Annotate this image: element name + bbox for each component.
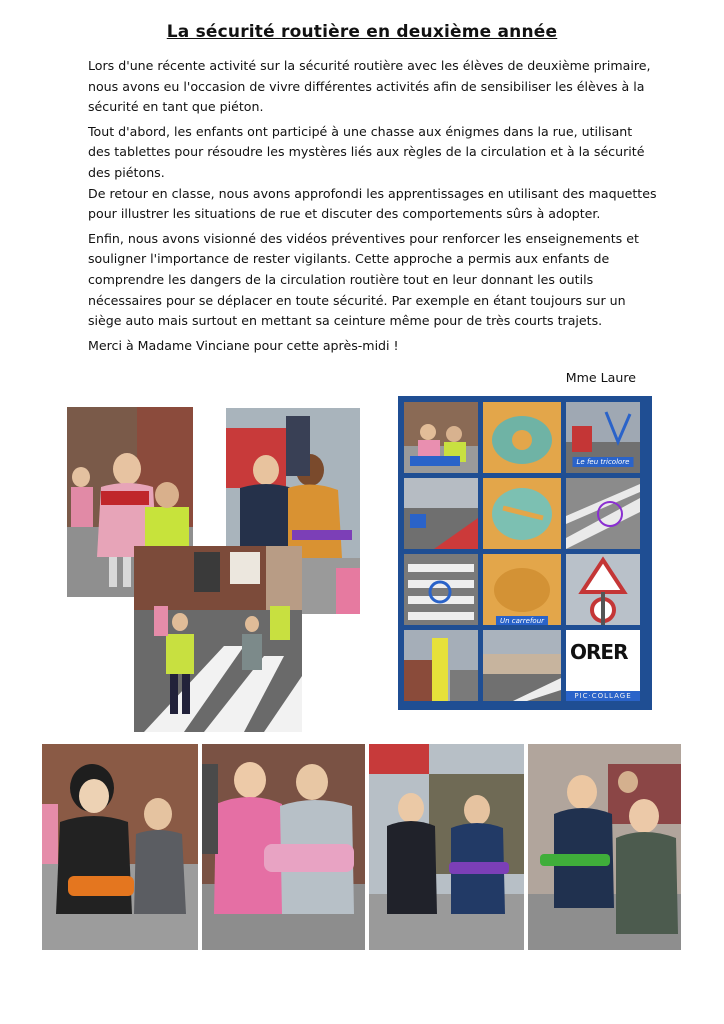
- paragraph-videos: Enfin, nous avons visionné des vidéos préventives pour renforcer les enseignements et souligner l'importance de rester vigilants. Cette approche a permis aux enfants de comprendre les dangers de la circulation routière tout en leur donnant les outils nécessaires pour se déplacer en toute sécurité. Par exemple en étant toujours sur un siège auto mais surtout en mettant sa ceinture même pour de très courts trajets.: [88, 230, 639, 329]
- orer-logo: ORER: [570, 640, 628, 664]
- piccollage-brand: PIC·COLLAGE: [566, 691, 640, 701]
- collage-tile-street-corner: [483, 630, 561, 701]
- page-title: La sécurité routière en deuxième année: [166, 22, 558, 42]
- photo-girl-orange-tablet: [42, 744, 198, 950]
- photo-girl-and-boy-pink-tablet: [202, 744, 365, 950]
- collage-tile-street-group: [404, 402, 478, 473]
- pic-collage: [398, 396, 652, 710]
- paragraph-treasure-hunt: Tout d'abord, les enfants ont participé à une chasse aux énigmes dans la rue, utilisant des tablettes pour résoudre les mystères liés aux règles de la circulation et à la sécurité des piétons.: [88, 123, 645, 180]
- paragraph-thanks: Merci à Madame Vinciane pour cette après-midi !: [88, 337, 399, 353]
- photo-boy-girl-green-tablet: [528, 744, 681, 950]
- photo-group-purple-tablet: [369, 744, 524, 950]
- collage-tile-road-sign: [566, 554, 640, 625]
- collage-tile-logo: [566, 630, 640, 701]
- collage-tile-yellow-pole: [404, 630, 478, 701]
- signature: Mme Laure: [565, 370, 636, 385]
- article-body: [88, 56, 658, 360]
- collage-label-traffic-light: Le feu tricolore: [573, 457, 634, 467]
- photo-children-crosswalk: [134, 546, 302, 732]
- collage-tile-traffic-light: [566, 402, 640, 473]
- collage-label-crossroads: Un carrefour: [496, 616, 548, 625]
- collage-tile-orange-card-2: [483, 478, 561, 549]
- collage-tile-crosswalk-drawing: [566, 478, 640, 549]
- collage-tile-orange-card-1: [483, 402, 561, 473]
- collage-tile-crosswalk-photo: [404, 554, 478, 625]
- paragraph-models: De retour en classe, nous avons approfondi les apprentissages en utilisant des maquettes pour illustrer les situations de rue et discuter des comportements sûrs à adopter.: [88, 185, 657, 222]
- paragraph-intro: Lors d'une récente activité sur la sécurité routière avec les élèves de deuxième primaire, nous avons eu l'occasion de vivre différentes activités afin de sensibiliser les élèves à la sécurité en tant que piéton.: [88, 58, 651, 115]
- collage-tile-orange-card-3: [483, 554, 561, 625]
- collage-tile-street-crossing: [404, 478, 478, 549]
